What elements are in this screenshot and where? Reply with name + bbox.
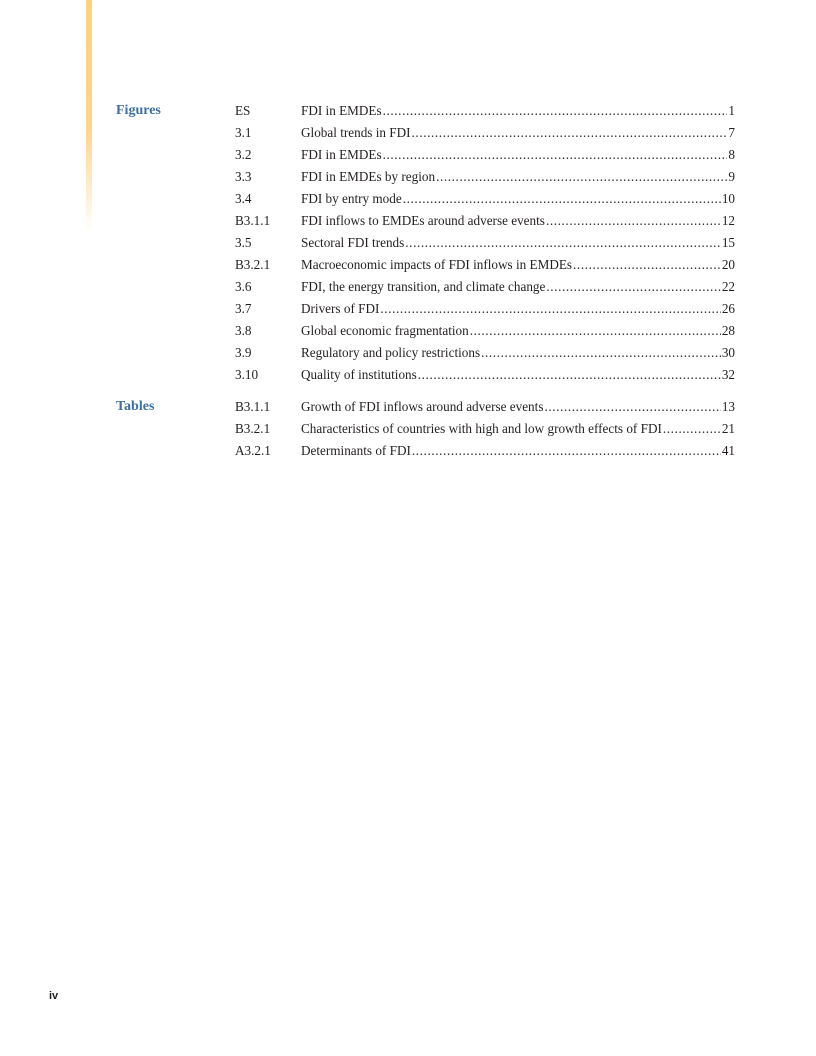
entry-number: 3.5 xyxy=(235,235,252,250)
entry-title-line xyxy=(301,210,735,232)
toc-entry[interactable] xyxy=(235,254,735,276)
toc-entry[interactable] xyxy=(235,396,735,418)
dot-leader xyxy=(470,320,721,342)
page-number: iv xyxy=(49,990,59,1002)
entry-title: Growth of FDI inflows around adverse events xyxy=(301,399,544,414)
entry-page-number: 10 xyxy=(721,191,735,206)
entry-title-line xyxy=(301,122,735,144)
toc-entry[interactable] xyxy=(235,342,735,364)
dot-leader xyxy=(481,342,721,364)
entry-title: Determinants of FDI xyxy=(301,443,411,458)
entry-number: ES xyxy=(235,103,251,118)
entry-page-number: 7 xyxy=(728,125,735,140)
entry-number: 3.2 xyxy=(235,147,252,162)
toc-entry[interactable] xyxy=(235,232,735,254)
entry-title: Sectoral FDI trends xyxy=(301,235,405,250)
toc-entry[interactable] xyxy=(235,166,735,188)
dot-leader xyxy=(573,254,721,276)
entry-page-number: 8 xyxy=(728,147,735,162)
entry-title: Global trends in FDI xyxy=(301,125,411,140)
dot-leader xyxy=(663,418,721,440)
entry-number: B3.2.1 xyxy=(235,421,271,436)
dot-leader xyxy=(546,276,720,298)
entry-title-line xyxy=(301,254,735,276)
entry-page-number: 26 xyxy=(721,301,735,316)
dot-leader xyxy=(403,188,721,210)
entry-page-number: 12 xyxy=(721,213,735,228)
entry-number: 3.3 xyxy=(235,169,252,184)
dot-leader xyxy=(544,396,720,418)
entry-number: 3.9 xyxy=(235,345,252,360)
toc-entry[interactable] xyxy=(235,100,735,122)
entry-title: Drivers of FDI xyxy=(301,301,380,316)
entry-number: 3.8 xyxy=(235,323,252,338)
decorative-accent-bar xyxy=(86,0,92,232)
figures-list xyxy=(235,100,735,386)
dot-leader xyxy=(412,122,728,144)
entry-number: A3.2.1 xyxy=(235,443,271,458)
toc-entry[interactable] xyxy=(235,276,735,298)
entry-title-line xyxy=(301,100,735,122)
entry-number: B3.2.1 xyxy=(235,257,271,272)
entry-title-line xyxy=(301,144,735,166)
toc-entry[interactable] xyxy=(235,210,735,232)
toc-entry[interactable] xyxy=(235,364,735,386)
entry-title-line xyxy=(301,396,735,418)
toc-entry[interactable] xyxy=(235,188,735,210)
entry-number: 3.4 xyxy=(235,191,252,206)
entry-page-number: 9 xyxy=(728,169,735,184)
entry-page-number: 20 xyxy=(721,257,735,272)
dot-leader xyxy=(546,210,721,232)
entry-number: 3.10 xyxy=(235,367,259,382)
dot-leader xyxy=(405,232,721,254)
entry-number: B3.1.1 xyxy=(235,213,271,228)
toc-entry[interactable] xyxy=(235,144,735,166)
entry-title: Global economic fragmentation xyxy=(301,323,469,338)
dot-leader xyxy=(383,144,728,166)
tables-list xyxy=(235,396,735,462)
entry-page-number: 30 xyxy=(721,345,735,360)
entry-title-line xyxy=(301,276,735,298)
entry-page-number: 28 xyxy=(721,323,735,338)
toc-entry[interactable] xyxy=(235,320,735,342)
entry-title: FDI inflows to EMDEs around adverse events xyxy=(301,213,545,228)
dot-leader xyxy=(383,100,728,122)
entry-page-number: 1 xyxy=(728,103,735,118)
entry-number: 3.7 xyxy=(235,301,252,316)
entry-title-line xyxy=(301,440,735,462)
entry-number: B3.1.1 xyxy=(235,399,271,414)
entry-page-number: 32 xyxy=(721,367,735,382)
dot-leader xyxy=(380,298,720,320)
entry-title: FDI in EMDEs xyxy=(301,147,382,162)
dot-leader xyxy=(436,166,727,188)
tables-heading: Tables xyxy=(116,399,155,414)
entry-title-line xyxy=(301,342,735,364)
entry-title-line xyxy=(301,166,735,188)
entry-number: 3.6 xyxy=(235,279,252,294)
toc-entry[interactable] xyxy=(235,440,735,462)
entry-title: FDI by entry mode xyxy=(301,191,402,206)
entry-title: FDI, the energy transition, and climate change xyxy=(301,279,546,294)
entry-title-line xyxy=(301,364,735,386)
toc-entry[interactable] xyxy=(235,298,735,320)
toc-entry[interactable] xyxy=(235,418,735,440)
toc-entry[interactable] xyxy=(235,122,735,144)
entry-title-line xyxy=(301,298,735,320)
entry-title: Characteristics of countries with high and low growth effects of FDI xyxy=(301,421,662,436)
entry-title: Quality of institutions xyxy=(301,367,417,382)
entry-title-line xyxy=(301,320,735,342)
entry-title: FDI in EMDEs by region xyxy=(301,169,436,184)
entry-number: 3.1 xyxy=(235,125,252,140)
figures-heading: Figures xyxy=(116,103,161,118)
entry-title-line xyxy=(301,188,735,210)
entry-title: FDI in EMDEs xyxy=(301,103,382,118)
dot-leader xyxy=(418,364,721,386)
entry-page-number: 13 xyxy=(721,399,735,414)
dot-leader xyxy=(412,440,721,462)
entry-title-line xyxy=(301,232,735,254)
entry-page-number: 22 xyxy=(721,279,735,294)
entry-page-number: 15 xyxy=(721,235,735,250)
entry-title-line xyxy=(301,418,735,440)
entry-page-number: 21 xyxy=(721,421,735,436)
entry-title: Macroeconomic impacts of FDI inflows in EMDEs xyxy=(301,257,573,272)
entry-title: Regulatory and policy restrictions xyxy=(301,345,481,360)
entry-page-number: 41 xyxy=(721,443,735,458)
